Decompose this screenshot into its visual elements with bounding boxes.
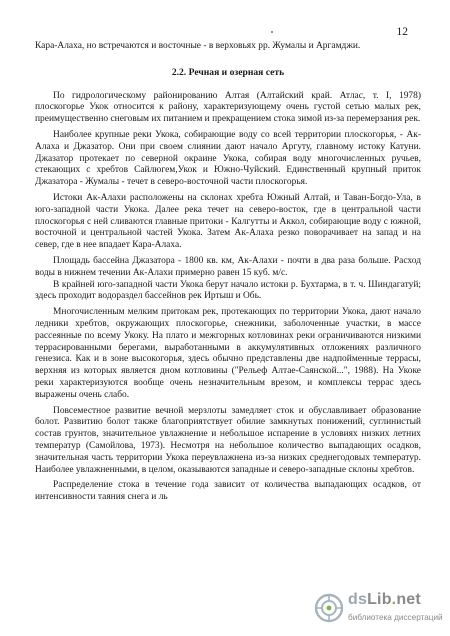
page-number: 12 [396, 26, 408, 38]
paragraph: Истоки Ак-Алахи расположены на склонах хребта Южный Алтай, и Таван-Богдо-Ула, в юго-западной части Укока. Далее река течет на северо-восток, где в центральной части плоскогорья с ней сливаются главные притоки - Калгутты и Аккол, собирающие воду с южной, восточной и центральной частей Укока. Затем Ак-Алаха резко поворачивает на запад и на север, где в нее впадает Кара-Алаха. [35, 192, 421, 251]
paragraph: Наиболее крупные реки Укока, собирающие воду со всей территории плоскогорья, - Ак-Алаха и Джазатор. Они при своем слиянии дают начало Аргуту, главному истоку Катуни. Джазатор протекает по северной окраине Укока, собирая воду многочисленных ручьев, стекающих с хребтов Сайлюгем,Укок и Южно-Чуйский. Единственный крупный приток Джазатора - Жумалы - течет в северо-восточной части плоскогорья. [35, 129, 421, 188]
section-heading: 2.2. Речная и озерная сеть [171, 66, 285, 78]
document-body [35, 41, 421, 504]
watermark-brand-dot: . [391, 591, 397, 608]
paragraph: По гидрологическому районированию Алтая (Алтайский край. Атлас, т. I, 1978) плоскогорье Укок относится к району, характеризующему очень густой сетью малых рек, преимущественно снеговым их питанием и прекращением стока зимой из-за перемерзания рек. [35, 90, 421, 125]
watermark-brand-net: net [396, 591, 421, 608]
scan-artifact-dot [271, 31, 273, 33]
dslib-logo-icon [314, 593, 344, 623]
dslib-watermark[interactable] [314, 591, 442, 629]
paragraph-continuation: Кара-Алаха, но встречаются и восточные - в верховьях рр. Жумалы и Аргамджи. [35, 41, 361, 51]
paragraph: Повсеместное развитие вечной мерзлоты замедляет сток и обуславливает образование болот. Развитию болот также благоприятствует обилие замкнутых понижений, суглинистый состав грунтов, значительное увлажнение и небольшое испарение в условиях низких летних температур (Самойлова, 1973). Несмотря на небольшое количество выпадающих осадков, значительная часть территории Укока переувлажнена из-за низких среднегодовых температур. Наиболее увлажненными, в целом, оказываются западные и северо-западные склоны хребтов. [35, 405, 421, 475]
watermark-brand [348, 591, 421, 609]
watermark-subtitle: библиотека диссертаций [348, 613, 443, 622]
paragraph: Площадь бассейна Джазатора - 1800 кв. км, Ак-Алахи - почти в два раза больше. Расход воды в нижнем течении Ак-Алахи примерно равен 15 куб. м/с. [35, 255, 421, 278]
paragraph: В крайней юго-западной части Укока берут начало истоки р. Бухтарма, в т. ч. Шиндагатуй; здесь проходит водораздел бассейнов рек Иртыш и Обь. [35, 279, 421, 302]
paragraph: Многочисленным мелким притокам рек, протекающих по территории Укока, дают начало ледники хребтов, окружающих плоскогорье, снежники, заболоченные участки, в массе рассеянные по всему Укоку. На плато и межгорных котловинах реки ограничиваются низкими террасированными берегами, выработанными в аккумулятивных отложениях различного генезиса. Как и в зоне высокогорья, здесь обычно представлены две надпойменные террасы, верхняя из которых является дном котловины ("Рельеф Алтае-Саянской...", 1988). На Укоке реки характеризуются вообще очень незначительным врезом, и комплексы террас здесь выражены очень слабо. [35, 307, 421, 400]
watermark-brand-ds: ds [348, 591, 368, 608]
paragraph-truncated: Распределение стока в течение года зависит от количества выпадающих осадков, от интенсивности таяния снега и ль [35, 480, 421, 503]
watermark-brand-lib: Lib [367, 591, 392, 608]
